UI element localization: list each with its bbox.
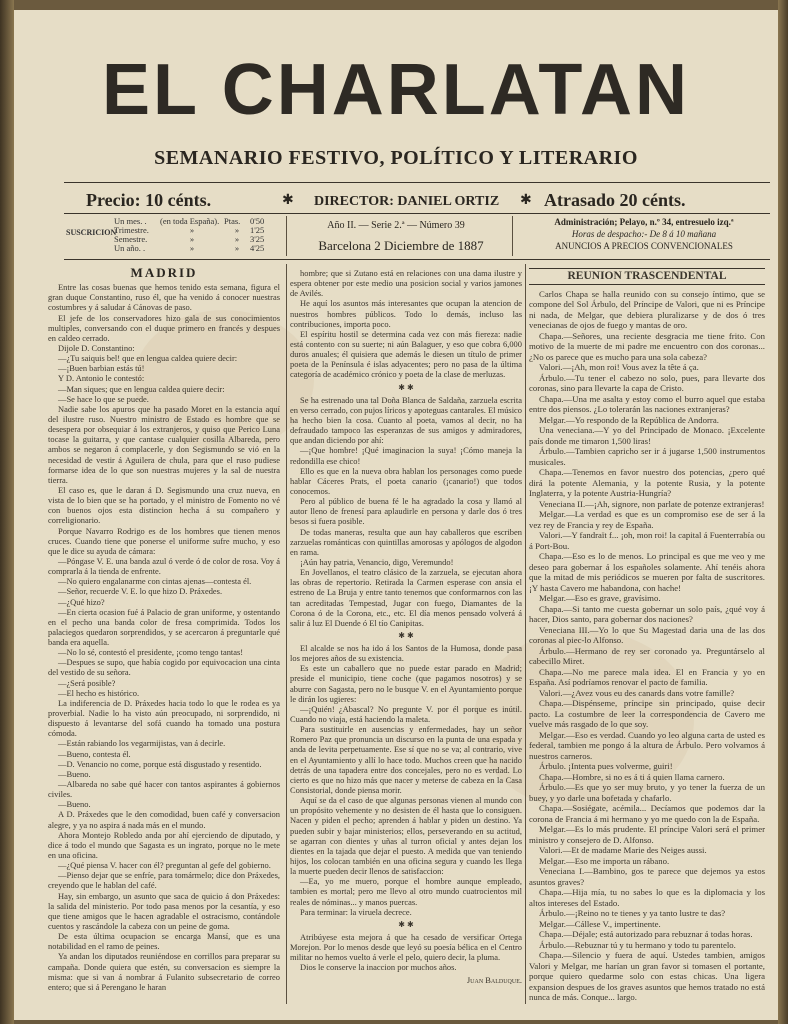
paragraph: —¡Quién! ¿Abascal? No pregunte V. por él porque es inútil. Cuando no viaja, está haciendo la maleta. — [290, 703, 522, 725]
paragraph: Dijole D. Constantino: — [58, 342, 135, 353]
column-rule — [286, 264, 287, 1004]
subscription-row: Un año. . » » 4'25 — [114, 243, 265, 253]
section-heading: MADRID — [130, 268, 198, 280]
price-line — [64, 190, 774, 214]
paragraph: —Póngase V. E. una banda azul ó verde ó de color de rosa. Voy á comprarla á la tienda de enfrente. — [48, 555, 280, 577]
paragraph: A D. Práxedes que le den comodidad, buen café y conversacion alegre, y ya no aspira á nada más en el mundo. — [48, 809, 280, 830]
subscription-row: Trimestre. » » 1'25 — [114, 225, 265, 235]
paragraph: Veneciana II.—¡Ah, signore, non parlate de potenze extranjeras! — [539, 498, 765, 509]
paragraph: Chapa.—Déjale; está autorizado para rebuznar á todas horas. — [539, 929, 753, 939]
paragraph: Chapa.—Hombre, si no es á ti á quien llama carnero. — [539, 771, 725, 782]
paragraph: Chapa.—Silencio y fuera de aquí. Ustedes tambien, amigos Valori y Melgar, me harían un gran favor si tomasen el portante, porque quiero quedarme solo con estas chicas. Una ligera expansion despues de los graves asuntos que hemos tratado no está nunca de más. Conque... largo. — [529, 950, 765, 1002]
subscription-row: Semestre. » » 3'25 — [114, 234, 265, 244]
paragraph: Valori.—Et de madame Marie des Neiges aussi. — [539, 845, 707, 855]
subscription-row: Un mes. . (en toda España). Ptas. 0'50 — [114, 216, 265, 226]
paragraph: Árbulo.—Hermano de rey ser coronado ya. Preguntárselo al cabecillo Miret. — [529, 645, 765, 666]
book-binding — [0, 0, 14, 1024]
paragraph: —Despues se supo, que había cogido por equivocacion una cinta del vestido de su señora. — [48, 657, 280, 678]
paragraph: —Bueno, contesta él. — [58, 748, 131, 759]
paragraph: hombre; que si Zutano está en relaciones con una dama ilustre y espera obtener por este medio una posicion social y varios jamones de Avilés. — [290, 268, 522, 299]
section-heading: REUNION TRASCENDENTAL — [529, 268, 765, 285]
paragraph: —El hecho es histórico. — [58, 687, 140, 698]
paragraph: He aquí los asuntos más interesantes que ocupan la atencion de nuestros hombres públicos. Todo lo demás, incluso las contribuciones, importa poco. — [290, 298, 522, 329]
paragraph: —¿Qué hizo? — [58, 596, 105, 607]
paragraph: Árbulo. ¡Intenta pues volverme, guiri! — [539, 761, 673, 771]
column-madrid — [48, 268, 280, 1003]
paragraph: —Pienso dejar que se enfríe, para tomármelo; dice don Práxedes, creyendo que le hablan del café. — [48, 870, 280, 891]
paragraph: —No lo sé, contestó el presidente, ¡como tengo tantas! — [58, 647, 244, 658]
paragraph: —Man siques; que en lengua caldea quiere decir: — [58, 383, 225, 394]
paragraph: De esta última ocupacion se encarga Mansí, que es una notabilidad en el ramo de peines. — [48, 931, 280, 952]
paragraph: El espíritu hostil se determina cada vez con más fiereza: nadie está contento con su suerte; ni aún Balaguer, y eso que cobra 6,000 duros anuales; él quisiera que además le diesen un título de primer poeta de la Península é islas adyacentes; pero no pasa de la última categoría de académico crónico y poeta de la clase de merluzas. — [290, 328, 522, 380]
paragraph: Melgar.—Cállese V., impertinente. — [539, 918, 661, 929]
subscription-label: SUSCRICION — [66, 228, 117, 237]
paragraph: Entre las cosas buenas que hemos tenido esta semana, figura el gran duque Constantino, ruso él, que ha venido á conocer nuestras costumbres y á saludar á Cánovas de paso. — [48, 282, 280, 313]
administration-info — [514, 216, 774, 252]
divider — [512, 216, 513, 256]
paragraph: Ahora Montejo Robledo anda por ahí ejerciendo de diputado, y dice á todo el mundo que Sagasta es un ingrato, porque no le mete en una oficina. — [48, 829, 280, 861]
paragraph: Se ha estrenado una tal Doña Blanca de Saldaña, zarzuela escrita en verso cerrado, con pujos líricos y apoteguas cantarales. El músico ha hecho bien la cosa. Cuanto al poeta, vamos al decir, no ha defraudado tampoco las esperanzas de sus amigos y admiradores, que andan diciendo por ahí: — [290, 394, 522, 446]
paragraph: Y D. Antonio le contestó: — [58, 373, 145, 384]
paragraph: Ya andan los diputados reuniéndose en corrillos para preparar su campaña. Donde quiera que estén, su conversacion es siempre la misma: que si van á nombrar á Fulanito subsecretario de correo entero; que si á Perengano le haran — [48, 951, 280, 992]
section-break: ✱ ✱ — [398, 919, 414, 929]
paragraph: Aquí se da el caso de que algunas personas vienen al mundo con un propósito vehemente y no desisten de él hasta que lo consiguen. Nacen y piden el pecho; aprenden á hablar y piden un destino. Ya pueden subir y bajar ministerios; ellos, perseverando en su actitud, se agarran con dientes y uñas al turron oficial y antes dejan los dientes en la tajada que dejar el puesto. A medida que van teniendo hijos, los colocan también en una oficina segura y cuando les llega la muerte pueden decir llenos de satisfaccion: — [290, 795, 522, 877]
paragraph: Dios le conserve la inaccion por muchos años. — [300, 962, 457, 973]
back-issue-price: Atrasado 20 cénts. — [544, 190, 686, 210]
paragraph: Valori.—Y fandraït f... ¡oh, mon roi! la capital á Fuenterrabía ou á Port-Bou. — [529, 530, 765, 551]
paragraph: —No quiero engalanarme con cintas ajenas—contesta él. — [58, 576, 252, 587]
paragraph: Carlos Chapa se halla reunido con su consejo íntimo, que se compone del Sol Árbulo, del Príncipe de Valori, que ni es Príncipe ni nada, de Melgar, que debiera pluralizarse y de dos ó tres venecianas de ojos de fuego y mantas de oro. — [529, 288, 765, 330]
separator-star: ✱ — [282, 193, 294, 208]
paragraph: —Albareda no sabe qué hacer con tantos aspirantes á gobiernos civiles. — [48, 779, 280, 800]
paragraph: Chapa.—Señores, una reciente desgracia me tiene frito. Con motivo de la muerte de mi padre me encuentro con dos coronas... ¿No os parece que es mucho para una sola cabeza? — [529, 330, 765, 362]
masthead-title: EL CHARLATAN — [102, 50, 690, 130]
divider — [286, 216, 287, 256]
issue-number: Año II. — Serie 2.ª — Número 39 — [327, 220, 465, 231]
paragraph: Valori.—¿Avez vous eu des canards dans votre famille? — [539, 687, 735, 698]
page-edge — [778, 0, 788, 1024]
paragraph: Chapa.—Sosiégate, acémila... Decíamos que podemos dar la corona de Francia á mi hermano y yo me quedo con la de España. — [529, 803, 765, 824]
paragraph: Melgar.—Eso es verdad. Cuando yo leo alguna carta de usted es federal, tambien me pongo á la altura de Árbulo. Pero volvamos á nuestros carneros. — [529, 729, 765, 761]
paragraph: La indiferencia de D. Práxedes hacia todo lo que le rodea es ya proverbial. Nadie lo ha visto aún preocupado, ni sorprendido, ni dispuesto á levantarse del sofá cuando ha tomado una postura cómoda. — [48, 697, 280, 739]
price-label: Precio: 10 cénts. — [86, 190, 212, 210]
paragraph: Chapa.—Si tanto me cuesta gobernar un solo país, ¿qué voy á hacer, Dios santo, para gobernar dos naciones? — [529, 603, 765, 624]
paragraph: —Se hace lo que se puede. — [58, 393, 149, 404]
paragraph: Melgar.—Es lo más prudente. El príncipe Valori será el primer ministro y consejero de D. Alfonso. — [529, 824, 765, 845]
issue-date: Barcelona 2 Diciembre de 1887 — [318, 238, 484, 253]
paragraph: —Bueno. — [58, 768, 91, 779]
signature: Juan Balduque. — [466, 974, 522, 985]
newspaper-page — [14, 10, 778, 1020]
paragraph: Melgar.—Eso es grave, gravísimo. — [539, 593, 661, 603]
paragraph: Ello es que en la nueva obra hablan los personages como puede hablar Cáceres Prats, el poeta canario (¡canario!) que todos conocemos. — [290, 465, 522, 496]
section-break: ✱ ✱ — [398, 630, 414, 640]
masthead-subtitle: SEMANARIO FESTIVO, POLÍTICO Y LITERARIO — [154, 147, 638, 169]
paragraph: Melgar.—Eso me importa un rábano. — [539, 855, 670, 866]
paragraph: —Señor, recuerde V. E. lo que hizo D. Práxedes. — [58, 586, 223, 597]
paragraph: Atribúyese esta mejora á que ha cesado de versificar Ortega Morejon. Por lo menos desde que leyó su poesía bélica en el Centro militar no hemos vuelto á verle el pelo, quiero decir, la pluma. — [290, 932, 522, 963]
paragraph: Chapa.—Eso es lo de menos. Lo principal es que me veo y me deseo para gobernar á los españoles solamente. Ahí tenéis ahora que la mitad de mis periódicos se mueren por falta de suscritores. ¡Y hasta Cavero me habandona, con hache! — [529, 551, 765, 593]
paragraph: El jefe de los conservadores hizo gala de sus conocimientos multiples, conversando con el duque primero en francés y despues en caldeo cerrado. — [48, 312, 280, 343]
paragraph: —¿Qué piensa V. hacer con él? preguntan al gefe del gobierno. — [58, 860, 271, 871]
paragraph: —¡Que hombre! ¡Qué imaginacion la suya! ¡Cómo maneja la redondilla ese chico! — [290, 445, 522, 466]
paragraph: —¿Será posible? — [58, 677, 116, 688]
paragraph: —D. Venancio no come, porque está disgustado y resentido. — [58, 758, 262, 769]
column-chronicle — [290, 268, 522, 1003]
paragraph: Veneciana III.—Yo lo que Su Magestad daria una de las dos coronas al piec-lo Alfonso. — [529, 624, 765, 645]
paragraph: Melgar.—La verdad es que es un compromiso ese de ser á la vez rey de Francia y rey de España. — [529, 509, 765, 530]
paragraph: Árbulo.—¡Reino no te tienes y ya tanto lustre te das? — [539, 908, 726, 918]
paragraph: De todas maneras, resulta que aun hay caballeros que escriben zarzuelas románticas con quintillas amorosas y apólogos de algodon en rama. — [290, 526, 522, 557]
paragraph: Para sustituirle en ausencias y enfermedades, hay un señor Romero Paz que pronuncia un discurso en la punta de una espada y anda de levita perpetuamente. Ese sí que no se va; al contrario, vive en el Ayuntamiento y allí lo hace todo. Muchos creen que ha nacido detrás de una tapadera entre dos concejales, pero no es verdad. Lo cierto es que no hizo más que nacer y meterse de cabeza en la Casa Consistorial, donde piensa morir. — [290, 724, 522, 796]
paragraph: Árbulo.—Tu tener el cabezo no solo, pues, para llevarte dos coronas, sino para llevarte la capa de Cristo. — [529, 372, 765, 393]
paragraph: —En cierta ocasion fué á Palacio de gran uniforme, y ostentando en el pecho una banda color de fresa comprimida. Todos los palaciegos quedaron sorprendidos, y se acercaron á preguntarle qué banda era aquella. — [48, 606, 280, 648]
paragraph: Árbulo.—Tambien capricho ser ir á jugarse 1,500 instrumentos musicales. — [529, 446, 765, 467]
divider — [64, 182, 770, 183]
column-rule — [525, 264, 526, 1004]
paragraph: Chapa.—Una me asalta y estoy como el burro aquel que estaba entre dos piensos. ¿Lo tolerarán las naciones extranjeras? — [529, 393, 765, 414]
divider — [64, 213, 770, 214]
paragraph: En Jovellanos, el teatro clásico de la zarzuela, se ejecutan ahora las obras de repertorio. Retirada la Carmen esperase con ansia el estreno de La Bruja y entre tanto tenemos que conformarnos con las tan acreditadas Tempestad, Jugar con fuego, Diamantes de la Corona ó de la Corona, etc., etc. El día menos pensado volverá á salir á luz El Duende ó El tío Canipitas. — [290, 567, 522, 628]
paragraph: —Ea, yo me muero, porque el hombre aunque empleado, tambien es mortal; pero me llevo al otro mundo cuatrocientos mil reales de nóminas... y manos puercas. — [290, 876, 522, 907]
paragraph: Nadie sabe los apuros que ha pasado Moret en la estancia aquí del ilustre ruso. Nuestro ministro de Estado es hombre que se desespera por obsequiar á los extranjeros, y quiso que Perico Luna tocase la guitarra, y que cantase cualquier cosilla Albareda, pero ambos se negaron á complacerle, y don Segismundo se vió en la necesidad de vestir á Aguilera de chula, para que el ruso pudiese formarse idea de lo que son nuestras mujeres y la sal de nuestra tierra. — [48, 403, 280, 485]
paragraph: Valori.—¡Ah, mon roi! Vous avez la tête á ça. — [539, 362, 699, 372]
paragraph: —¿Tu saiquis bel! que en lengua caldea quiere decir: — [58, 353, 238, 364]
paragraph: El caso es, que le daran á D. Segismundo una cruz nueva, en vista de lo bien que se ha portado, y el ministro de Fomento no vé con buenos ojos esta distincion hecha á su compañero y correligionario. — [48, 484, 280, 526]
paragraph: —Bueno. — [58, 799, 91, 810]
paragraph: Chapa.—No me parece mala idea. El en Francia y yo en España. Así podríamos renovar el pacto de familia. — [529, 666, 765, 687]
section-break: ✱ ✱ — [398, 382, 414, 392]
admin-address: Administración; Pelayo, n.º 34, entresuelo izq.ª — [554, 217, 734, 227]
paragraph: Chapa.—Hija mía, tu no sabes lo que es la diplomacia y los altos intereses del Estado. — [529, 887, 765, 908]
paragraph: Veneciana I.—Bambino, gos te parece que dejemos ya estos asuntos graves? — [529, 866, 765, 887]
director-label: DIRECTOR: DANIEL ORTIZ — [314, 194, 500, 209]
separator-star: ✱ — [520, 193, 532, 208]
paragraph: Árbulo.—Es que yo ser muy bruto, y yo tener la fuerza de un buey, y yo darle una bofetada y chafarlo. — [529, 782, 765, 803]
admin-hours: Horas de despacho:- De 8 á 10 mañana — [571, 229, 717, 239]
paragraph: ¡Aún hay patria, Venancio, digo, Veremundo! — [300, 556, 454, 567]
divider — [64, 259, 770, 260]
paragraph: —Están rabiando los vegarmijistas, van á decirle. — [58, 738, 226, 749]
paragraph: Pero al público de buena fé le ha agradado la cosa y llamó al autor lleno de frenesí para aplaudirle en persona y darle dos ó tres besos si fuera posible. — [290, 496, 522, 527]
paragraph: Melgar.—Yo respondo de la República de Andorra. — [539, 414, 719, 425]
paragraph: Para terminar: la viruela decrece. — [300, 906, 412, 917]
admin-ads: ANUNCIOS A PRECIOS CONVENCIONALES — [555, 241, 733, 251]
subscription-table — [64, 216, 284, 256]
paragraph: Una veneciana.—Y yo del Principado de Monaco. ¡Excelente país donde me timaron 1,500 liras! — [529, 425, 765, 446]
paragraph: Porque Navarro Rodrigo es de los hombres que tienen menos cruces. Cuando tiene que ponerse el uniforme sufre mucho, y eso que le dice su ayuda de cámara: — [48, 525, 280, 556]
paragraph: Hay, sin embargo, un asunto que saca de quicio á don Práxedes: la salida del ministerio. Por todo pasa menos por la cesantía, y eso que tiene amigos que le hacen agradable el ostracismo, contándole cuentos y rascándole la cabeza con un peine de goma. — [48, 890, 280, 931]
paragraph: Chapa.—Dispénseme, príncipe sin principado, quise decir pacto. La costumbre de leer la correspondencia de Cavero me vuelve más rasgado de lo que soy. — [529, 698, 765, 729]
paragraph: Es este un caballero que no puede estar parado en Madrid; preside el municipio, tiene coche (que pagamos nosotros) y se aburre con Sagasta, pero no le busque V. en el Ayuntamiento porque le dirán los ugieres: — [290, 663, 522, 704]
paragraph: Árbulo.—Rebuznar tú y tu hermano y todo tu parentelo. — [539, 939, 736, 950]
paragraph: El alcalde se nos ha ido á los Santos de la Humosa, donde pasa los mejores años de su existencia. — [290, 643, 522, 664]
column-reunion — [529, 268, 765, 1003]
paragraph: Chapa.—Tenemos en favor nuestro dos potencias, ¿pero qué dirá la potente Alemania, y la potente Rusia, y la potente Inglaterra, y la potente Austria-Hungría? — [529, 467, 765, 498]
paragraph: —¡Buen barbian estás tú! — [58, 363, 145, 374]
